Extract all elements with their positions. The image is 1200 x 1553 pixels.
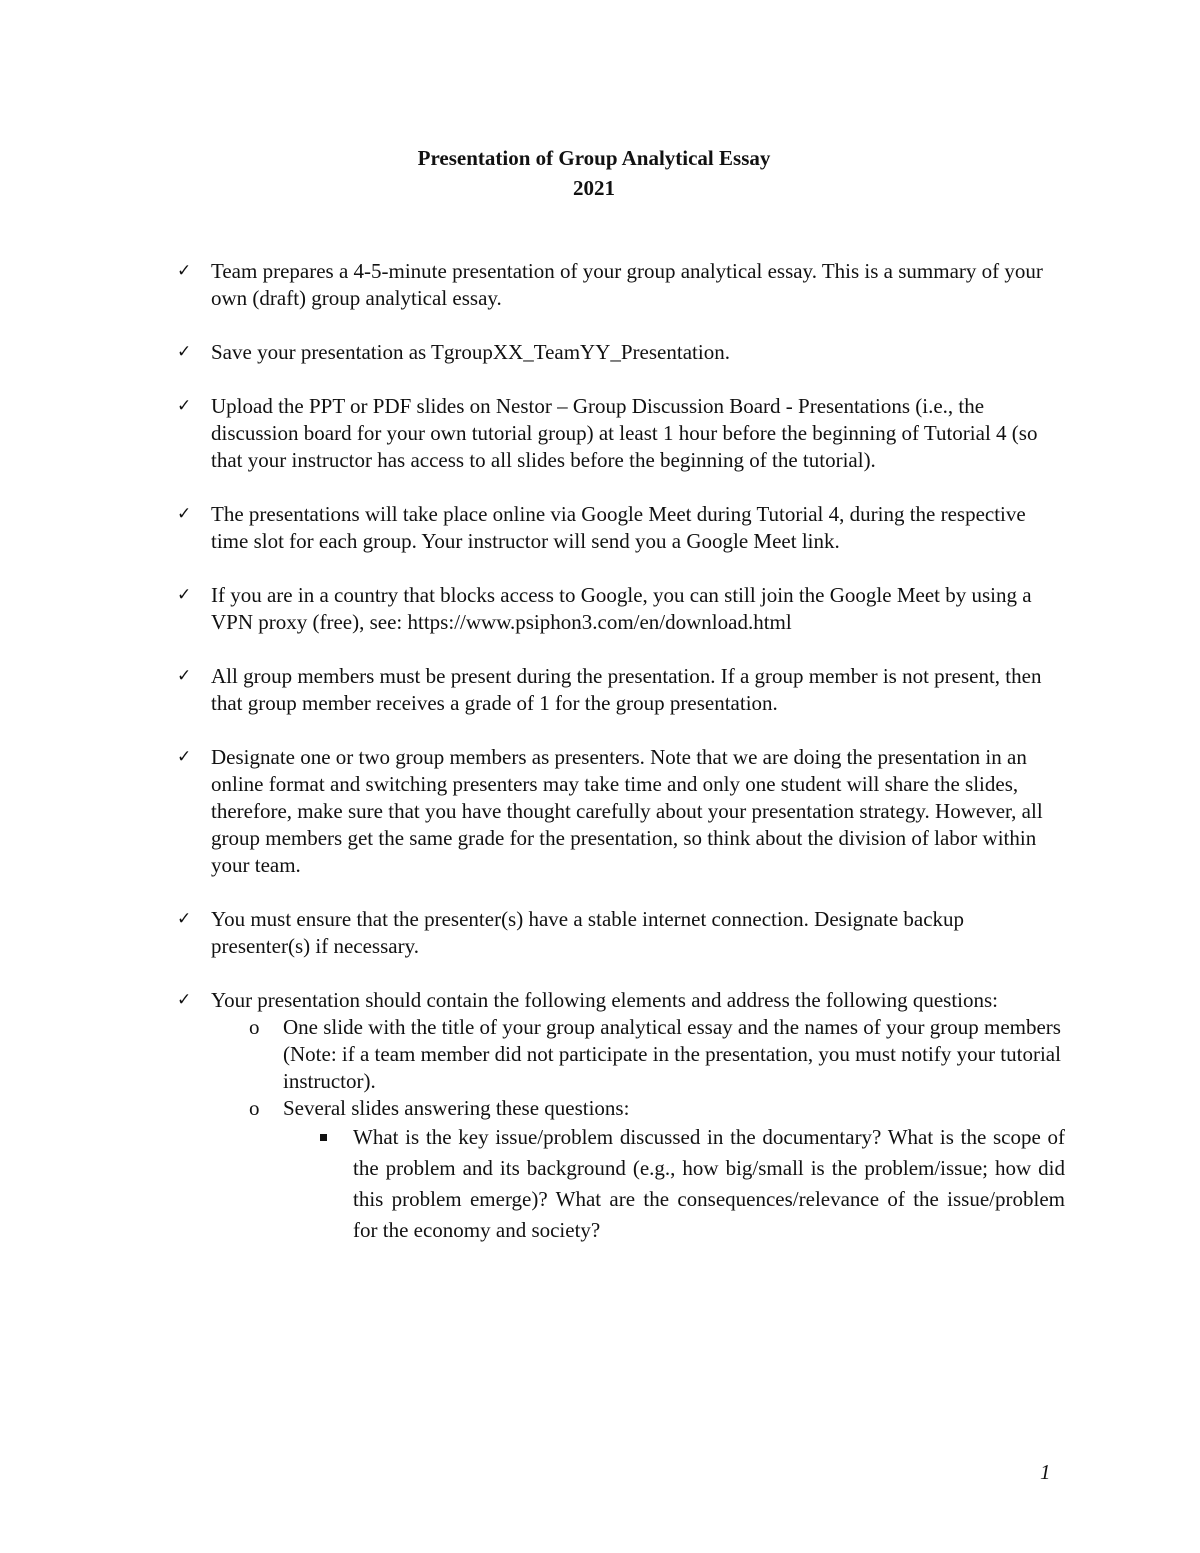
sub-sub-list-item [211, 1122, 1065, 1246]
sub-list-item [211, 1014, 1065, 1095]
checklist-item-text: All group members must be present during the presentation. If a group member is not present, then that group member receives a grade of 1 for the group presentation. [211, 664, 1042, 715]
checklist-item [175, 501, 1065, 555]
checkmark-icon: ✓ [177, 990, 192, 1010]
checklist-item [175, 258, 1065, 312]
sub-list [211, 1014, 1065, 1246]
checkmark-icon: ✓ [177, 747, 192, 767]
checkmark-icon: ✓ [177, 909, 192, 929]
circle-bullet-icon: o [249, 1096, 260, 1120]
checklist-item [175, 987, 1065, 1246]
checklist-item [175, 744, 1065, 879]
circle-bullet-icon: o [249, 1015, 260, 1039]
sub-list-item-text: One slide with the title of your group analytical essay and the names of your group members (Note: if a team member did not participate in the presentation, you must notify your tutorial instructor). [283, 1015, 1061, 1093]
checklist-item [175, 582, 1065, 636]
checklist-item-text: The presentations will take place online via Google Meet during Tutorial 4, during the respective time slot for each group. Your instructor will send you a Google Meet link. [211, 502, 1026, 553]
checklist [175, 258, 1065, 1273]
checklist-item [175, 906, 1065, 960]
document-title [0, 143, 1188, 203]
checklist-item-text: You must ensure that the presenter(s) have a stable internet connection. Designate backup presenter(s) if necessary. [211, 907, 965, 958]
square-bullet-icon [320, 1134, 327, 1141]
checkmark-icon: ✓ [177, 585, 192, 605]
checklist-item [175, 339, 1065, 366]
checklist-item-text: Designate one or two group members as presenters. Note that we are doing the presentation in an online format and switching presenters may take time and only one student will share the slides, therefore, make sure that you have thought carefully about your presentation strategy. However, all group members get the same grade for the presentation, so think about the division of labor within your team. [211, 745, 1043, 877]
page-number: 1 [1040, 1460, 1051, 1484]
title-text: Presentation of Group Analytical Essay [417, 146, 771, 170]
checkmark-icon: ✓ [177, 261, 192, 281]
checklist-item [175, 393, 1065, 474]
checklist-item-text: Upload the PPT or PDF slides on Nestor – Group Discussion Board - Presentations (i.e., the discussion board for your own tutorial group) at least 1 hour before the beginning of Tutorial 4 (so that your instructor has access to all slides before the beginning of the tutorial). [211, 394, 1038, 472]
checkmark-icon: ✓ [177, 666, 192, 686]
checkmark-icon: ✓ [177, 504, 192, 524]
checklist-item-text: Save your presentation as TgroupXX_TeamYY_Presentation. [211, 340, 730, 364]
checkmark-icon: ✓ [177, 396, 192, 416]
checklist-item-text: Team prepares a 4-5-minute presentation of your group analytical essay. This is a summary of your own (draft) group analytical essay. [211, 259, 1043, 310]
title-year: 2021 [573, 176, 615, 200]
checklist-item [175, 663, 1065, 717]
sub-list-item-text: Several slides answering these questions: [283, 1096, 630, 1120]
checklist-item-text: If you are in a country that blocks access to Google, you can still join the Google Meet by using a VPN proxy (free), see: https://www.psiphon3.com/en/download.html [211, 583, 1032, 634]
sub-list-item [211, 1095, 1065, 1246]
sub-sub-list-item-text: What is the key issue/problem discussed in the documentary? What is the scope of the problem and its background (e.g., how big/small is the problem/issue; how did this problem emerge)? What are the consequences/relevance of the issue/problem for the economy and society? [353, 1125, 1065, 1242]
checklist-item-text: Your presentation should contain the following elements and address the following questions: [211, 988, 998, 1012]
checkmark-icon: ✓ [177, 342, 192, 362]
sub-sub-list [283, 1122, 1065, 1246]
